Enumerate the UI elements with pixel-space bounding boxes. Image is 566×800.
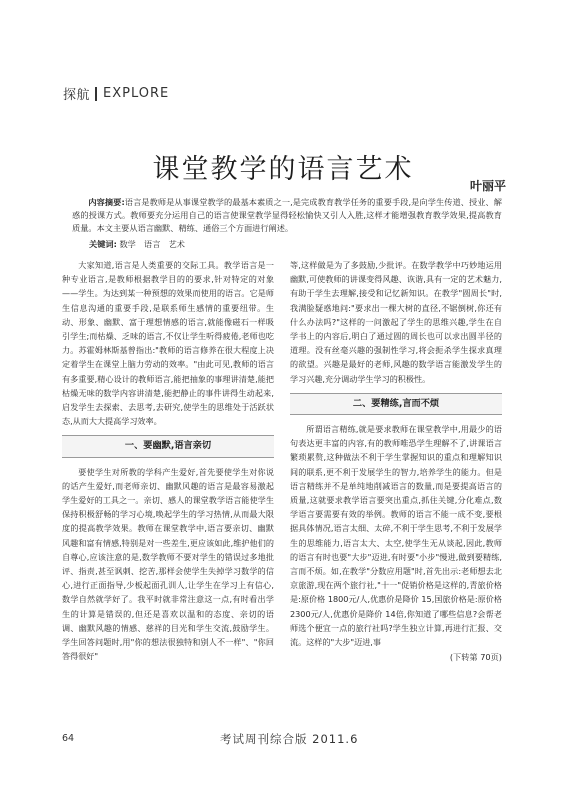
continuation-paragraph: 等,这样做是为了多鼓励,少批评。在数学教学中巧妙地运用幽默,可使教师的讲课变得风趣、诙谐,具有一定的艺术魅力,有助于学生去理解,接受和记忆新知识。在教学"圆周长"时,我满脸疑惑地问:"要求出一棵大树的直径,不锯倒树,你还有什么办法吗?"这样的一问激起了学生的思维兴趣,学生在自学书上的内容后,明白了通过圆的周长也可以求出圆半径的道理。没有丝毫兴趣的强制性学习,将会扼杀学生探求真理的欲望。兴趣是最好的老师,风趣的数学语言能激发学生的学习兴趣,充分调动学生学习的积极性。: [290, 260, 502, 384]
section-header: [63, 84, 169, 103]
abstract: [72, 196, 502, 236]
continued-note: (下转第 70页): [449, 652, 502, 663]
section-name-cn: 探航: [63, 88, 91, 103]
keywords-text: 数学 语言 艺术: [119, 239, 185, 249]
section-heading-1: 一、要幽默,语言亲切: [62, 435, 274, 457]
section-heading-2: 二、要精练,言而不烦: [290, 393, 502, 415]
keywords-label: 关键词:: [89, 239, 117, 249]
abstract-text: 语言是教师是从事课堂教学的最基本素质之一,是完成教育教学任务的重要手段,是向学生传道、授业、解惑的授课方式。教师要充分运用自己的语言使课堂教学显得轻松愉快又引人入胜,这样才能增强教育教学效果,提高教育质量。本文主要从语言幽默、精练、通俗三个方面进行阐述。: [72, 197, 502, 234]
article-title: 课堂教学的语言艺术: [152, 154, 414, 185]
keywords: [89, 239, 185, 250]
page-number: 64: [62, 733, 75, 744]
left-column: [62, 258, 274, 663]
intro-paragraph: 大家知道,语言是人类重要的交际工具。教学语言是一种专业语言,是教师根据教学目的的要求,针对特定的对象——学生。为达到某一种预想的效果而使用的语言。它是师生信息沟通的重要手段,是联系师生感情的重要纽带。生动、形象、幽默、富于理想情感的语言,就能像磁石一样吸引学生;而枯燥、乏味的语言,不仅让学生听得疲倦,老师也吃力。苏霍姆林斯基曾指出:"教师的语言修养在很大程度上决定着学生在课堂上脑力劳动的效率。"由此可见,教师的语言有多重要,精心设计的教师语言,能把抽象的事理讲清楚,能把枯燥无味的数学内容讲清楚,能把静止的事件讲得生动起来,启发学生去探索、去思考,去研究,使学生的思维处于活跃状态,从而大大提高学习效率。: [62, 260, 274, 427]
section-name-en: EXPLORE: [103, 86, 170, 101]
section-1-paragraph: 要使学生对所教的学科产生爱好,首先要使学生对你说的话产生爱好,而老师亲切、幽默风趣的语言是最容易激起学生爱好的工具之一。亲切、感人的课堂教学语言能使学生保持积极舒畅的学习心境,唤起学生的学习热情,从而最大限度的提高教学效果。教师在课堂教学中,语言要亲切、幽默风趣和富有情感,特别是对一些差生,更应该如此,维护他们的自尊心,应该注意的是,数学教师不要对学生的错误过多地批评、指责,甚至讽刺、挖苦,那样会使学生失掉学习数学的信心,进行正面指导,少板起面孔训人,让学生在学习上有信心,数学自然就学好了。我平时就非常注意这一点,有时看出学生的计算是错误的,但还是喜欢以温和的态度、亲切的语调、幽默风趣的情感、慈祥的目光和学生交流,鼓励学生。学生回答问题时,用"你的想法很独特和别人不一样"、"你回答得很好": [62, 466, 274, 662]
article-author: 叶丽平: [469, 179, 506, 193]
magazine-issue: 考试周刊综合版 2011.6: [220, 732, 359, 746]
section-2-paragraph: 所谓语言精练,就是要求教师在课堂教学中,用最少的语句表达更丰富的内容,有的教师唯恐学生理解不了,讲课语言繁琐累赘,这种做法不利于学生掌握知识的重点和理解知识间的联系,更不利于发展学生的智力,培养学生的能力。但是语言精练并不是单纯地削减语言的数量,而是要提高语言的质量,这就要求教学语言要突出重点,抓住关键,分化难点,数学语言要需要有效的举例。教师的语言不能一成不变,要根据具体情况,语言太细、太碎,不利于学生思考,不利于发展学生的思维能力,语言太大、太空,使学生无从谈起,因此,教师的语言有时也要"大步"迈进,有时要"小步"慢进,做到要精练,言而不烦。如,在教学"分数应用题"时,首先出示:老师想去北京旅游,现在两个旅行社,"十一"促销价格是这样的,青旅价格是:原价格 1800元/人,优惠价是降价 15,国旅价格是:原价格 2300元/人,优惠价是降价 14倍,你知道了哪些信息?会帮老师选个便宜一点的旅行社吗?学生独立计算,再进行汇报、交流。这样的"大步"迈进,事: [290, 424, 502, 648]
abstract-label: 内容摘要:: [88, 197, 125, 207]
right-column: [290, 258, 502, 664]
header-divider: [95, 87, 97, 101]
